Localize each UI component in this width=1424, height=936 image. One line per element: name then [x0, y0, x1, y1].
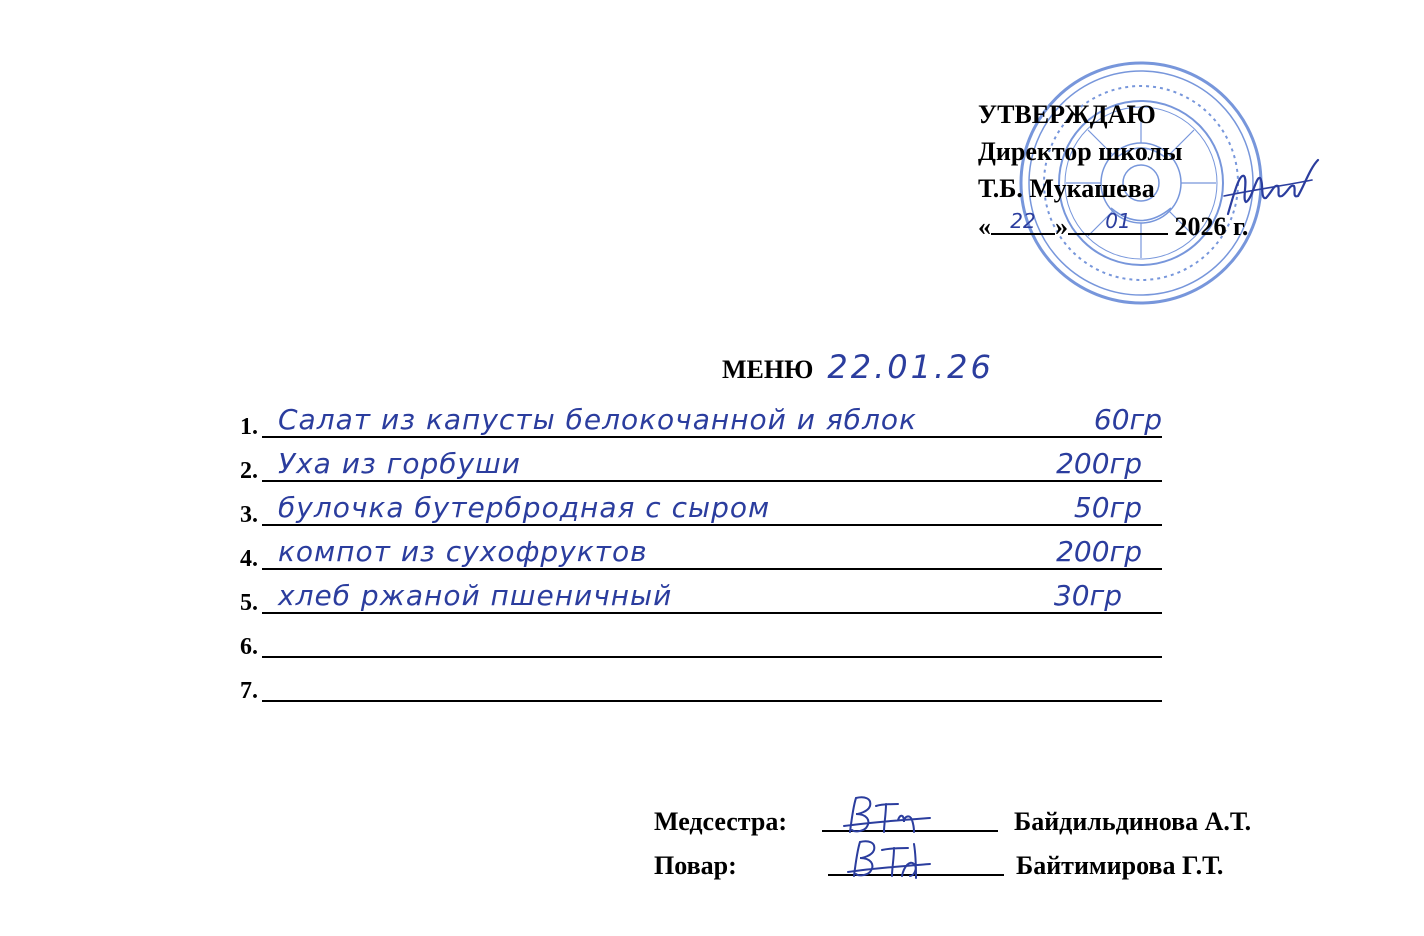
date-open-quote: «	[978, 212, 991, 241]
menu-item-line	[262, 656, 1162, 658]
menu-item	[240, 662, 1162, 706]
director-signature	[1222, 156, 1322, 226]
menu-item-number: 2.	[240, 458, 258, 484]
approval-block	[978, 96, 1248, 245]
menu-list	[240, 398, 1162, 706]
menu-item-amount: 50гр	[1073, 491, 1142, 524]
menu-item	[240, 486, 1162, 530]
menu-item-line	[262, 436, 1162, 438]
date-month-value: 01	[1105, 209, 1131, 233]
director-position: Директор школы	[978, 137, 1183, 166]
menu-item-dish: компот из сухофруктов	[278, 535, 648, 568]
menu-item-number: 1.	[240, 414, 258, 440]
signature-name: Байтимирова Г.Т.	[1016, 851, 1224, 880]
menu-item-dish: булочка бутербродная с сыром	[278, 491, 771, 524]
nurse-signature	[842, 792, 932, 836]
date-mid-quote: »	[1055, 212, 1068, 241]
date-day-value: 22	[1010, 209, 1036, 233]
menu-date: 22.01.26	[827, 348, 994, 386]
menu-item-number: 3.	[240, 502, 258, 528]
approval-date	[978, 207, 1248, 245]
menu-item-amount: 200гр	[1056, 447, 1142, 480]
date-year: 2026 г.	[1174, 212, 1249, 241]
menu-item-amount: 30гр	[1053, 579, 1122, 612]
menu-item-line	[262, 612, 1162, 614]
menu-item-amount: 60гр	[1093, 403, 1162, 436]
date-day-field	[991, 207, 1055, 235]
menu-item-dish: хлеб ржаной пшеничный	[278, 579, 673, 612]
menu-item-dish: Салат из капусты белокочанной и яблок	[278, 403, 917, 436]
menu-item-line	[262, 568, 1162, 570]
menu-item	[240, 442, 1162, 486]
menu-item-dish: Уха из горбуши	[278, 447, 521, 480]
menu-heading	[722, 348, 994, 386]
menu-item	[240, 530, 1162, 574]
menu-item-line	[262, 700, 1162, 702]
approval-title: УТВЕРЖДАЮ	[978, 100, 1156, 129]
signature-name: Байдильдинова А.Т.	[1014, 807, 1252, 836]
signature-role: Медсестра:	[654, 807, 788, 836]
menu-item	[240, 574, 1162, 618]
menu-title: МЕНЮ	[722, 355, 814, 384]
menu-item-number: 5.	[240, 590, 258, 616]
menu-item-number: 7.	[240, 678, 258, 704]
director-name: Т.Б. Мукашева	[978, 174, 1155, 203]
menu-item-number: 4.	[240, 546, 258, 572]
menu-item	[240, 618, 1162, 662]
cook-signature	[844, 836, 934, 880]
menu-item-line	[262, 480, 1162, 482]
menu-item-number: 6.	[240, 634, 258, 660]
menu-item	[240, 398, 1162, 442]
signature-role: Повар:	[654, 851, 737, 880]
menu-item-amount: 200гр	[1056, 535, 1142, 568]
date-month-field	[1068, 207, 1168, 235]
menu-item-line	[262, 524, 1162, 526]
